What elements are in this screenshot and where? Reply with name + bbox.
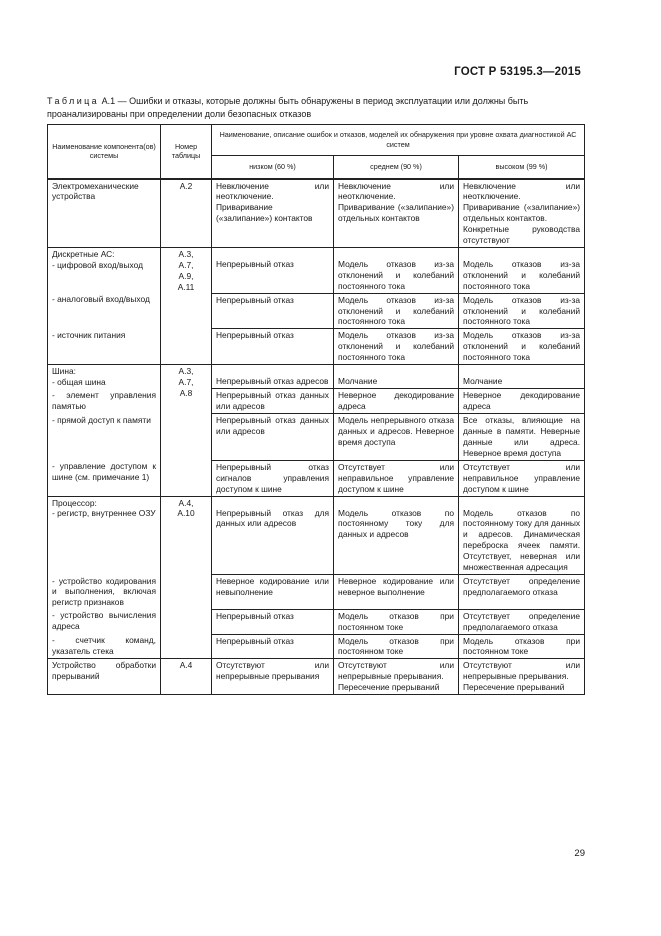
- header-table-number: Номер таблицы: [161, 125, 212, 179]
- component-cell: - устройство кодирования и выполнения, включая регистр признаков: [48, 575, 161, 610]
- medium-cell: Отсутствует или неправильное управление доступом к шине: [334, 460, 459, 496]
- high-cell: Отсутствуют или непрерывные прерывания. Пересечение прерываний: [459, 659, 585, 695]
- table-row: [48, 329, 585, 365]
- table-number-cell: А.2: [161, 179, 212, 248]
- medium-cell: Неверное кодирование или неверное выполнение: [334, 575, 459, 610]
- table-row: [48, 496, 585, 574]
- table-row: [48, 634, 585, 659]
- component-cell: Процессор: - регистр, внутреннее ОЗУ: [48, 496, 161, 574]
- header-high: высоком (99 %): [459, 156, 585, 179]
- table-caption: [47, 95, 587, 120]
- table-row: [48, 414, 585, 461]
- low-cell: Неверное кодирование или невыполнение: [212, 575, 334, 610]
- high-cell: Отсутствует определение предполагаемого отказа: [459, 575, 585, 610]
- table-number-cell: А.4, А.10: [161, 496, 212, 659]
- medium-cell: Отсутствуют или непрерывные прерывания. Пересечение прерываний: [334, 659, 459, 695]
- medium-cell: Модель отказов из-за отклонений и колебаний постоянного тока: [334, 329, 459, 365]
- high-cell: Все отказы, влияющие на данные в памяти. Неверные данные или адреса. Неверное время доступа: [459, 414, 585, 461]
- high-cell: Молчание: [459, 365, 585, 389]
- header-component: Наименование компонента(ов) системы: [48, 125, 161, 179]
- component-cell: - элемент управления памятью: [48, 389, 161, 414]
- header-diagnostic-coverage: Наименование, описание ошибок и отказов, моделей их обнаружения при уровне охвата диагностикой АС систем: [212, 125, 585, 156]
- medium-cell: Модель отказов из-за отклонений и колебаний постоянного тока: [334, 247, 459, 293]
- high-cell: Модель отказов по постоянному току для данных и адресов. Динамическая переброска ячеек памяти. Отсутствует, неверная или множественная адресация: [459, 496, 585, 574]
- medium-cell: Модель отказов при постоянном токе: [334, 634, 459, 659]
- medium-cell: Невключение или неотключение. Приваривание («залипание») отдельных контактов: [334, 179, 459, 248]
- component-cell: Шина: - общая шина: [48, 365, 161, 389]
- component-cell: Устройство обработки прерываний: [48, 659, 161, 695]
- header-low: низком (60 %): [212, 156, 334, 179]
- table-row: [48, 575, 585, 610]
- component-cell: - прямой доступ к памяти: [48, 414, 161, 461]
- caption-label: Таблица: [47, 96, 100, 106]
- low-cell: Отсутствуют или непрерывные прерывания: [212, 659, 334, 695]
- component-cell: - источник питания: [48, 329, 161, 365]
- page-number: 29: [574, 848, 585, 859]
- low-cell: Непрерывный отказ: [212, 247, 334, 293]
- table-row: [48, 247, 585, 293]
- high-cell: Отсутствует или неправильное управление доступом к шине: [459, 460, 585, 496]
- medium-cell: Модель отказов по постоянному току для данных и адресов: [334, 496, 459, 574]
- high-cell: Модель отказов при постоянном токе: [459, 634, 585, 659]
- component-cell: Электромеханические устройства: [48, 179, 161, 248]
- table-row: [48, 460, 585, 496]
- medium-cell: Модель отказов при постоянном токе: [334, 609, 459, 634]
- low-cell: Непрерывный отказ: [212, 293, 334, 329]
- medium-cell: Неверное декодирование адреса: [334, 389, 459, 414]
- high-cell: Неверное декодирование адреса: [459, 389, 585, 414]
- low-cell: Непрерывный отказ данных или адресов: [212, 389, 334, 414]
- table-row: [48, 389, 585, 414]
- document-header: ГОСТ Р 53195.3—2015: [454, 66, 581, 78]
- errors-and-failures-table: [47, 124, 585, 695]
- low-cell: Непрерывный отказ данных или адресов: [212, 414, 334, 461]
- low-cell: Непрерывный отказ адресов: [212, 365, 334, 389]
- header-medium: среднем (90 %): [334, 156, 459, 179]
- component-cell: - управление доступом к шине (см. примечание 1): [48, 460, 161, 496]
- low-cell: Непрерывный отказ сигналов управления доступом к шине: [212, 460, 334, 496]
- medium-cell: Модель непрерывного отказа данных и адресов. Неверное время доступа: [334, 414, 459, 461]
- high-cell: Модель отказов из-за отклонений и колебаний постоянного тока: [459, 247, 585, 293]
- low-cell: Непрерывный отказ: [212, 329, 334, 365]
- caption-text: А.1 — Ошибки и отказы, которые должны быть обнаружены в период эксплуатации или должны быть проанализированы при определении доли безопасных отказов: [47, 96, 529, 119]
- component-cell: - устройство вычисления адреса: [48, 609, 161, 634]
- table-row: [48, 365, 585, 389]
- high-cell: Модель отказов из-за отклонений и колебаний постоянного тока: [459, 329, 585, 365]
- high-cell: Невключение или неотключение. Приваривание («залипание») отдельных контактов. Конкретные руководства отсутствуют: [459, 179, 585, 248]
- component-cell: - аналоговый вход/выход: [48, 293, 161, 329]
- table-row: [48, 659, 585, 695]
- component-cell: Дискретные АС: - цифровой вход/выход: [48, 247, 161, 293]
- table-number-cell: А.3, А.7, А.9, А.11: [161, 247, 212, 364]
- low-cell: Непрерывный отказ для данных или адресов: [212, 496, 334, 574]
- high-cell: Модель отказов из-за отклонений и колебаний постоянного тока: [459, 293, 585, 329]
- table-number-cell: А.4: [161, 659, 212, 695]
- table-row: [48, 609, 585, 634]
- low-cell: Невключение или неотключение. Приваривание («залипание») контактов: [212, 179, 334, 248]
- medium-cell: Молчание: [334, 365, 459, 389]
- medium-cell: Модель отказов из-за отклонений и колебаний постоянного тока: [334, 293, 459, 329]
- low-cell: Непрерывный отказ: [212, 634, 334, 659]
- high-cell: Отсутствует определение предполагаемого отказа: [459, 609, 585, 634]
- table-number-cell: А.3, А.7, А.8: [161, 365, 212, 496]
- component-cell: - счетчик команд, указатель стека: [48, 634, 161, 659]
- low-cell: Непрерывный отказ: [212, 609, 334, 634]
- table-row: [48, 293, 585, 329]
- table-row: [48, 179, 585, 248]
